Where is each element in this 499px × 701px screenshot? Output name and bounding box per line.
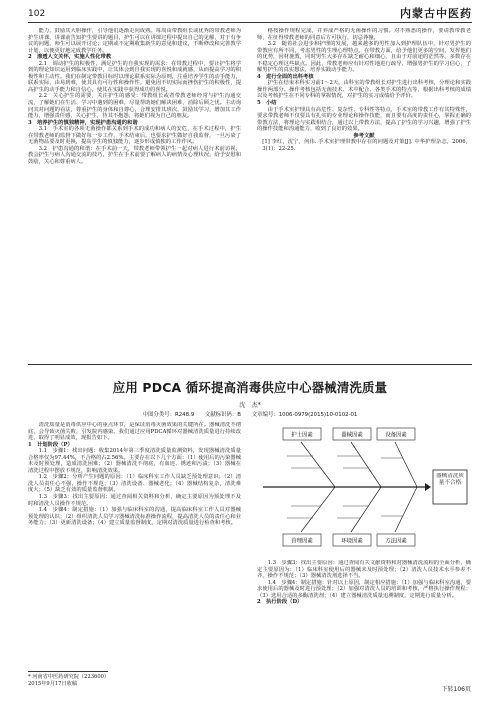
references-title: 参考文献 (353, 132, 375, 139)
paragraph: 1.4 步骤4：制定措施：（1）加强与临床科室的沟通，提高临床科室工作人员对器械预处理的认识；（2）组织清洗人员学习器械清洗标准操作流程，提高清洗人员的责任心和业务能力；（3）更新清洗设备；（4）建立质量监督制度，定期对清洗质量进行检查和考核。 (28, 507, 241, 527)
branch-line (395, 442, 417, 487)
paragraph: 1.2 步骤2：分析产生问题的原因：（1）临床科室工作人员缺乏预处理意识；（2）清洗人员责任心不强，操作不规范；（3）清洗设备、器械老化；（4）器械结构复杂，清洗难度大；（5）缺乏有效的质量监督机制。 (28, 474, 241, 494)
cause-label: 管理因素 (291, 538, 313, 545)
branch-line (351, 442, 381, 487)
column-top-left (28, 28, 241, 360)
effect-label-wrap (434, 473, 466, 503)
section-heading: 3 培养护生的慎独精神，实现护患沟通的和谐 (28, 119, 138, 126)
column-top-right (257, 28, 471, 360)
branch-line (301, 442, 335, 487)
cause-label: 设备因素 (385, 432, 407, 439)
paragraph: 护生在结束本科实习前1～2天，由科室的带教组长对护生进行出科考核，分理论和实践操作两部分。操作考核包括无菌技术、术中配合、各类手术的特点等，根据出科考核的成绩以及考核护生在不同专科的掌握情况，对护生的实习成绩给予评价。 (257, 80, 471, 100)
paragraph: 1.3 步骤3：找出主要原因：通过查阅有关文献资料和对器械清洗流程的全面分析，确定主要原因为：（1）临床科室使用后的器械未及时预处理；（2）清洗人员技术水平参差不齐，操作不规范；（3）器械清洗剂选择不当。 (257, 560, 471, 580)
footnote-affiliation: * 河南省中医药研究院（223600） (28, 674, 110, 680)
spine-arrow (425, 483, 431, 491)
branch-line (351, 487, 381, 532)
paragraph: 格按操作规程完成，并养成严格的无菌操作的习惯。对不熟悉的操作，要请教带教老师，在征得带教老师的同意后方可执行，切忌莽撞。 (257, 28, 471, 41)
section-heading: 4 进行全面的出科考核 (257, 73, 314, 80)
branch-line (301, 487, 335, 532)
journal-title: 内蒙古中医药 (400, 7, 472, 20)
article-separator (28, 364, 472, 365)
cause-label: 环境因素 (341, 538, 363, 545)
paragraph: 3.1 手术室的各项无菌操作都关系到手术的成功和病人的安危，在手术过程中，护生在带教老师的监督下做好每一步工作，手术结束后，也要求护生做好自我监督，一旦污染了无菌物品要及时更换，提高学生的慎独能力，逐步形成慎独的工作作风。 (28, 126, 241, 146)
article-title: 应用 PDCA 循环提高消毒供应中心器械清洗质量 (112, 380, 388, 395)
paragraph: 3.2 护患沟通的和谐：在手术前一天，带教老师带领护生一起对病人进行术前访视，教会护生与病人沟通交流的技巧，护生在手术前要了解病人的病情及心理状况，给予安慰和鼓励，关心和尊重病人。 (28, 145, 241, 165)
paragraph: 由于手术室护理具有高危性、复杂性、专科性等特点，手术室的带教工作有其特殊性，要求带教老师不仅要具有扎实的专业理论和操作技能，而且要有高度的责任心，掌握正确的带教方法，将理论与实践相结合，通过以上带教方法，提高了护生的学习兴趣，增强了护生的操作技能和沟通能力，收到了良好的效果。 (257, 106, 471, 133)
section-heading: 2 执行阶段（D） (257, 599, 303, 606)
paragraph: 2.2 关心护生的需要，关注护生的感受：带教组长或者带教老师经常与护生沟通交流，了解她们在生活、学习中遇到的困难，尽量帮助她们解决困难，消除后顾之忧。主动询问其对问题的看法，尊重护生的身体和自尊心，合理安排其班次，鼓励其学习，增加其工作能力，增强责任感，关心护生，待其不抱怨，将她们视为自己的朋友。 (28, 93, 241, 120)
section-heading: 5 小结 (257, 100, 277, 107)
footnote-rule (28, 671, 108, 672)
section-heading: 2 渗透人文关怀，实施人性化带教 (28, 54, 112, 61)
paragraph: 能力，鼓励其大胆操作，引导他们逐渐走向成熟。每周由带教组长或优秀的带教老师为护生讲课，讲课前告知护生要讲的题目，护生可以在讲课过程中提出自己的见解，对于有争议的问题，师生可以展开讨论；定期或不定期收集新生的意见和建议，不断修改和完善教学计划，以便更好地完成教学任务。 (28, 28, 241, 54)
effect-label: 器械清洗质量不合格 (436, 473, 464, 486)
cause-label: 方法因素 (385, 538, 407, 545)
footnote-date: 2015年9月17日收稿 (28, 680, 78, 687)
reference-item: [1] 李红，沈宁，何伟. 手术室护理带教中存在的问题及对策[J]. 中华护理杂志，2006，3(1)：22-25. (262, 139, 471, 152)
section-heading: 1 计划阶段（P） (28, 441, 73, 448)
paragraph: 1.1 步骤1：找出问题：收集2014年第三季度清洗质量监测资料，发现器械清洗质量合格率仅为97.44%，不合格的占2.56%。主要存在以下几个方面：（1）使用后的污染器械未及时预处理，造成清洗困难；（2）器械清洗不彻底，有血迹、锈迹和污渍；（3）器械在清洗过程中摆放不规范，影响清洗效果。 (28, 448, 241, 474)
column-bottom-right (257, 560, 471, 680)
page-header (28, 8, 472, 23)
paragraph: 1.4 步骤4：制定措施：针对以上原因，制定相应措施：（1）加强与临床科室沟通，要求使用后的器械及时进行预处理；（2）加强对清洗人员的培训和考核，严格执行操作规程；（3）选用合适的多酶清洗剂；（4）建立器械清洗质量追溯制度，定期进行质量分析。 (257, 579, 471, 599)
article-author: 沈 杰* (239, 402, 261, 409)
page-number: 102 (28, 9, 46, 19)
cause-label: 护士因素 (291, 432, 313, 439)
footnote (28, 674, 241, 687)
paragraph: 2.1 调动护生的积极性，满足护生的自我实现的需求：在带教过程中，要让护生将学到的理论知识运用到临床实践中，让其体会到自我实现的喜悦和成就感，从而提高学习的积极性和主动性。我们在制定带教目标时以理论联系实际为原则，注重培养学生的动手能力，联系实际，由易到难，使其具有可行性和操作性。避免因不切实际而挫伤护生的积极性，提高护生的动手能力和自信心，使其在实践中获得成功的喜悦。 (28, 60, 241, 93)
paragraph: 3.2 随着社会进步和护理的发展，越来越多的男性加入到护理队伍中，针对男护生的带教应有所不同，考虑男性的生理心理特点，在带教方面，给予他们更多的空间，发挥他们的优势，因材施教，同时男生大多存在缺乏耐心和细心，且由于对前途的茫然等，多数存在不稳定心理这些缺点。因此，带教老师应有针对性地进行疏导，增强男护生的学习信心，了解男护生的真实想法，培养实践动手能力。 (257, 41, 471, 74)
paragraph: 1.3 步骤3：找出主要原因：通过查阅相关资料和分析，确定主要原因为预处理不及时和清洗人员操作不规范。 (28, 494, 241, 507)
continued-note: 下转106页 (441, 686, 471, 693)
cause-label: 器械因素 (341, 432, 363, 439)
abstract-paragraph: 清洗质量是消毒供应中心的重点环节，是保证消毒灭菌效果的关键所在。器械清洗不彻底，会导致灭菌失败，引发院内感染。我们通过应用PDCA循环对器械清洗质量进行持续改进，取得了明显成效，现报告如下。 (28, 422, 241, 442)
branch-line (395, 487, 417, 532)
column-bottom-left (28, 422, 241, 668)
fishbone-svg (257, 418, 471, 556)
fishbone-diagram (257, 418, 471, 556)
article-meta: 中图分类号：R248.9 文献标识码：B 文章编号：1006-0979(2015)10-0102-01 (142, 412, 358, 418)
